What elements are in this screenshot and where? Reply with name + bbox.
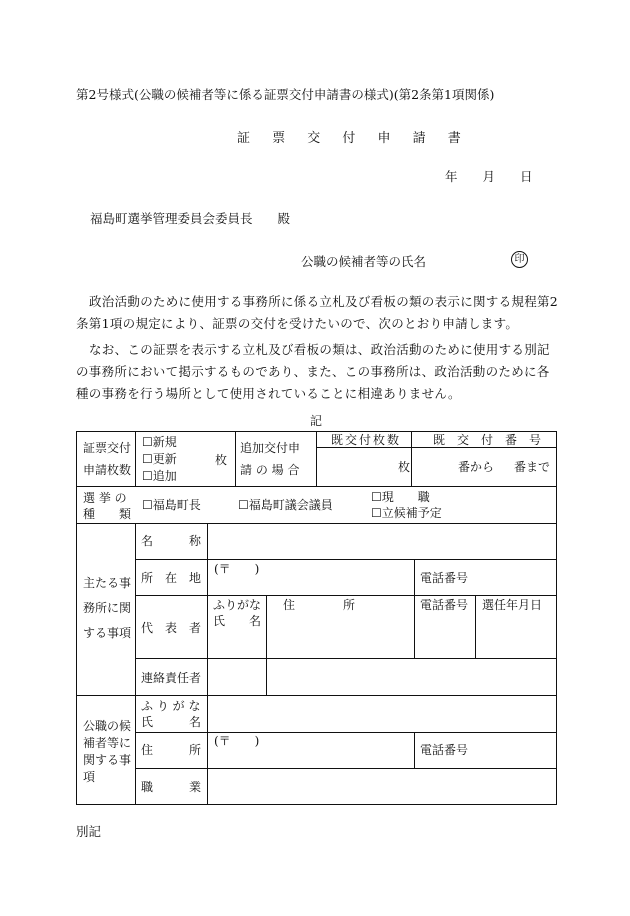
office-phone-label: 電話番号	[420, 571, 469, 585]
office-postal-mark: (〒 )	[214, 562, 260, 576]
seal-mark: 印	[511, 251, 528, 268]
cand-occupation-label: 職 業	[141, 780, 202, 794]
option-add-checkbox[interactable]: ☐追加	[142, 469, 177, 483]
office-label-line3: する事項	[83, 626, 132, 640]
cand-furigana-label: ふ り が な	[141, 699, 201, 713]
representative-label: 代 表 者	[141, 621, 202, 635]
range-to-label: 番まで	[514, 460, 551, 474]
cand-name-label: 氏 名	[141, 715, 202, 729]
rep-phone-header: 電話番号	[420, 598, 469, 612]
shinsei-label-line2: 申請枚数	[83, 463, 132, 477]
option-mayor-checkbox[interactable]: ☐福島町長	[142, 498, 201, 512]
kisei-number-header: 既 交 付 番 号	[433, 433, 542, 447]
option-prospective-checkbox[interactable]: ☐立候補予定	[371, 506, 442, 520]
cand-label-line4: 項	[83, 770, 96, 784]
cand-postal-mark: (〒 )	[214, 734, 260, 748]
cand-address-label: 住 所	[141, 743, 202, 757]
office-location-label: 所 在 地	[141, 571, 202, 585]
senkyo-label-line2: 種 類	[83, 507, 132, 521]
office-label-line2: 務所に関	[83, 601, 132, 615]
count-unit-mai: 枚	[215, 453, 228, 467]
cand-phone-label: 電話番号	[420, 743, 469, 757]
kisei-count-header: 既交付枚数	[331, 433, 402, 447]
document-title: 証 票 交 付 申 請 書	[237, 131, 470, 146]
rep-address-header: 住 所	[283, 598, 356, 612]
cand-label-line2: 補者等に	[83, 736, 132, 750]
addressee: 福島町選挙管理委員会委員長 殿	[90, 211, 291, 226]
senkyo-label-line1: 選 挙 の	[83, 491, 127, 505]
tsuika-label-line1: 追加交付申	[240, 441, 301, 455]
office-label-line1: 主たる事	[83, 576, 132, 590]
contact-person-label: 連絡責任者	[141, 671, 202, 685]
cand-label-line3: 関する事	[83, 753, 132, 767]
application-paragraph-1: 政治活動のために使用する事務所に係る立札及び看板の類の表示に関する規程第2条第1項の規定により、証票の交付を受けたいので、次のとおり申請します。	[76, 294, 559, 331]
applicant-name-label: 公職の候補者等の氏名	[301, 254, 427, 269]
office-name-label: 名 称	[141, 534, 202, 548]
ki-heading: 記	[310, 414, 323, 428]
footer-betsuki: 別記	[76, 824, 102, 839]
rep-furigana-label: ふりがな	[213, 598, 262, 612]
option-renew-checkbox[interactable]: ☐更新	[142, 452, 177, 466]
option-incumbent-checkbox[interactable]: ☐現 職	[371, 490, 430, 504]
form-header: 第2号様式(公職の候補者等に係る証票交付申請書の様式)(第2条第1項関係)	[76, 87, 495, 102]
rep-tenure-header: 選任年月日	[482, 598, 543, 612]
cand-label-line1: 公職の候	[83, 719, 132, 733]
application-form-table	[76, 431, 557, 805]
application-paragraph-2: なお、この証票を表示する立札及び看板の類は、政治活動のために使用する別記の事務所において掲示するものであり、また、この事務所は、政治活動のために各種の事務を行う場所として使用されていることに相違ありません。	[76, 342, 550, 401]
option-council-checkbox[interactable]: ☐福島町議会議員	[238, 498, 333, 512]
range-from-label: 番から	[458, 460, 495, 474]
shinsei-label-line1: 証票交付	[83, 441, 132, 455]
rep-name-label: 氏 名	[213, 614, 262, 628]
tsuika-label-line2: 請 の 場 合	[240, 463, 300, 477]
kisei-count-unit: 枚	[398, 460, 411, 474]
option-new-checkbox[interactable]: ☐新規	[142, 435, 177, 449]
date-line: 年 月 日	[445, 169, 533, 184]
